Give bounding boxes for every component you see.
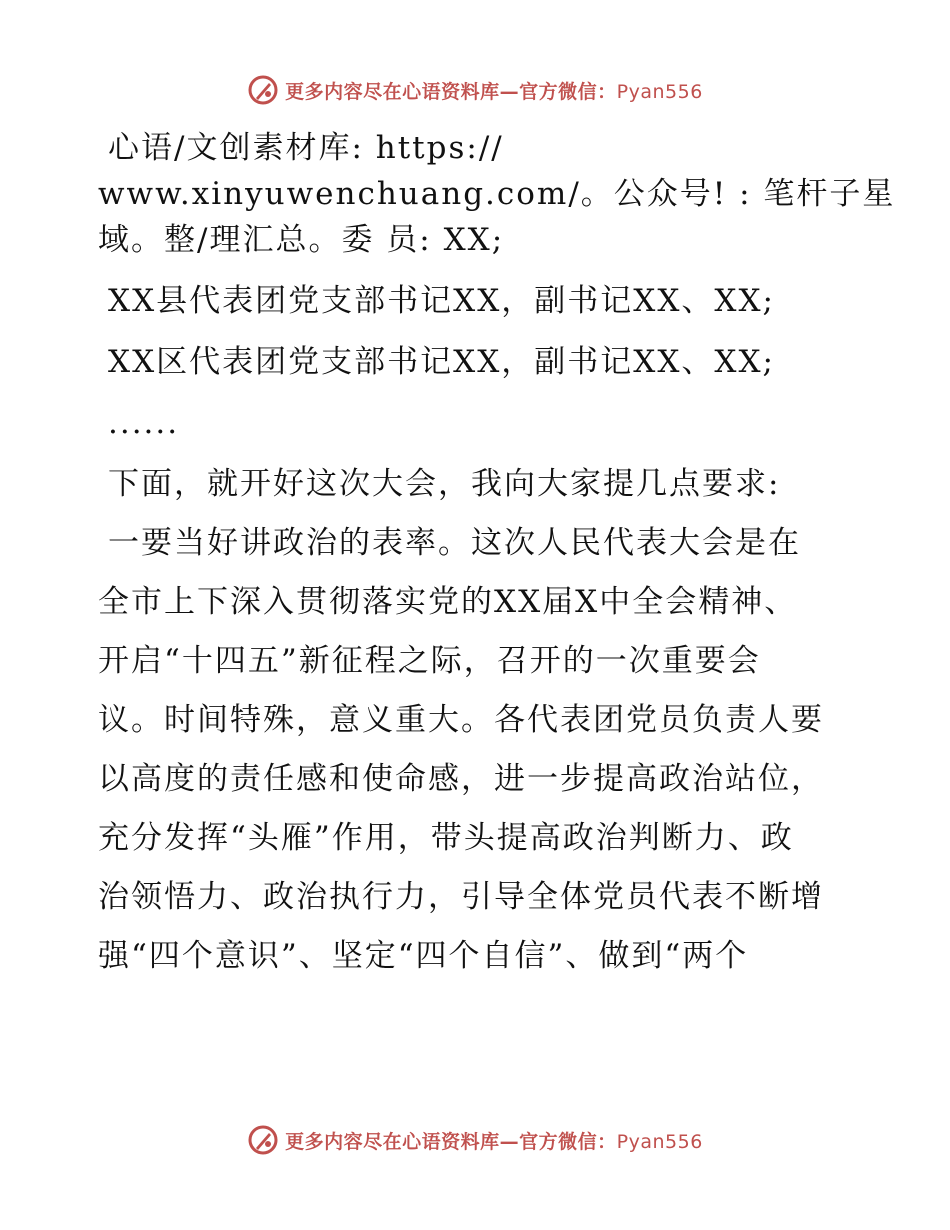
text-line: 心语/文创素材库: https:// <box>108 130 504 166</box>
text-line: XX区代表团党支部书记XX，副书记XX、XX; <box>108 344 775 380</box>
text-line: 一要当好讲政治的表率。这次人民代表大会是在 <box>108 525 801 561</box>
text-line: 治领悟力、政治执行力，引导全体党员代表不断增 <box>98 879 824 915</box>
quill-logo-icon <box>247 74 279 106</box>
watermark-text: 更多内容尽在心语资料库—官方微信：Pyan556 <box>285 1130 703 1153</box>
text-line: 充分发挥“头雁”作用，带头提高政治判断力、政 <box>98 820 794 856</box>
watermark-text: 更多内容尽在心语资料库—官方微信：Pyan556 <box>285 80 703 103</box>
text-line: 议。时间特殊，意义重大。各代表团党员负责人要 <box>98 702 824 738</box>
paragraph-intro <box>98 125 896 263</box>
quill-logo-icon <box>247 1124 279 1156</box>
text-line: ...... <box>108 405 180 441</box>
text-line: 全市上下深入贯彻落实党的XX届X中全会精神、 <box>98 584 798 620</box>
footer-watermark <box>0 1120 950 1160</box>
text-line: XX县代表团党支部书记XX，副书记XX、XX; <box>108 283 775 319</box>
text-line: 强“四个意识”、坚定“四个自信”、做到“两个 <box>98 938 749 974</box>
header-watermark <box>0 70 950 110</box>
paragraph-requirement-one <box>98 520 858 979</box>
paragraph-county-branch <box>98 278 858 324</box>
text-line: 域。整/理汇总。委 员: XX; <box>98 222 505 258</box>
paragraph-requirements-intro <box>98 461 858 507</box>
paragraph-ellipsis <box>98 400 858 446</box>
paragraph-district-branch <box>98 339 858 385</box>
text-line: 下面，就开好这次大会，我向大家提几点要求: <box>108 466 781 502</box>
document-body <box>98 125 896 979</box>
text-line: 以高度的责任感和使命感，进一步提高政治站位， <box>98 761 824 797</box>
text-line: 开启“十四五”新征程之际，召开的一次重要会 <box>98 643 761 679</box>
text-line: www.xinyuwenchuang.com/。公众号! : 笔杆子星 <box>98 176 896 212</box>
